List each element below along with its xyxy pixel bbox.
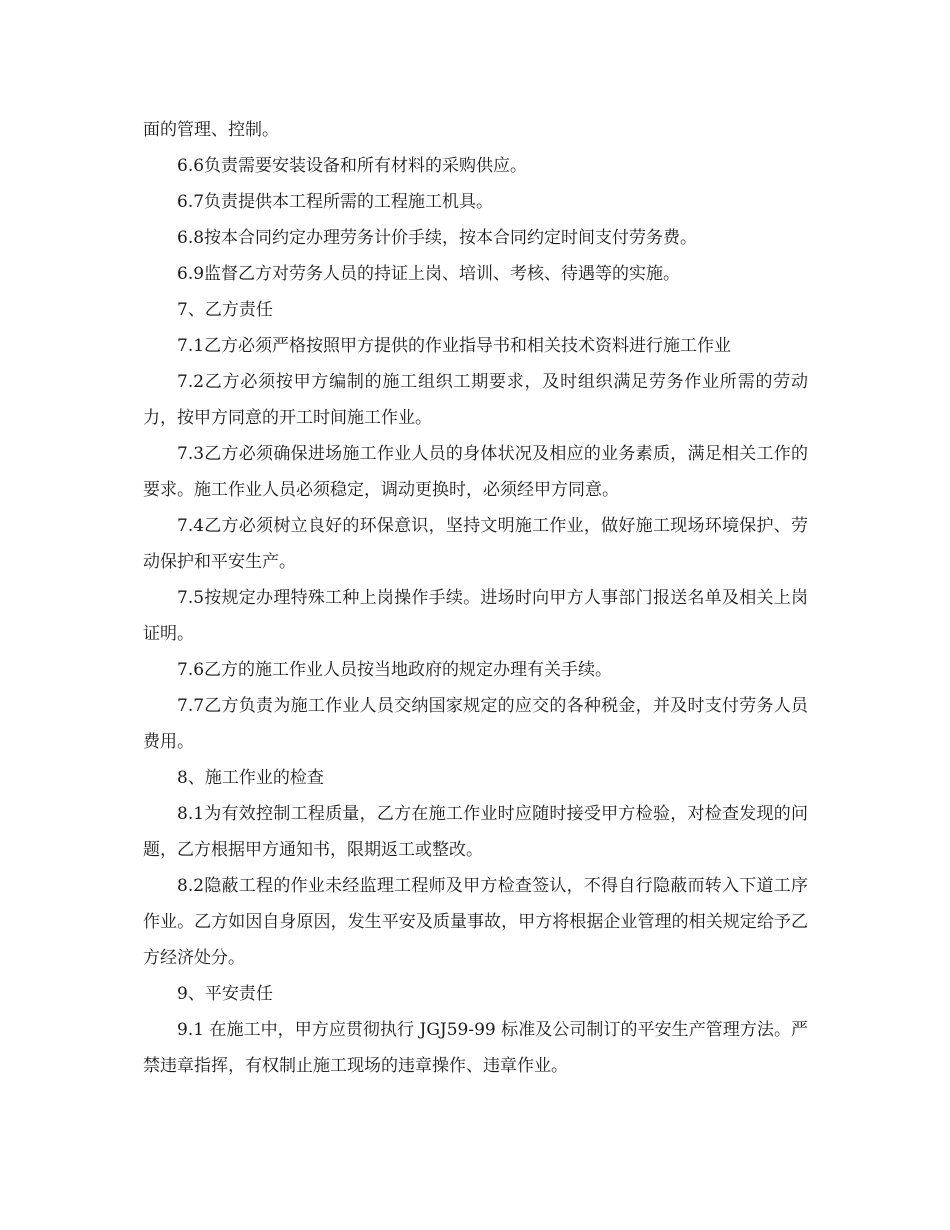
- clause-6-9: 6.9监督乙方对劳务人员的持证上岗、培训、考核、待遇等的实施。: [177, 264, 681, 284]
- clause-7-6: 7.6乙方的施工作业人员按当地政府的规定办理有关手续。: [177, 660, 613, 680]
- clause-6-7: 6.7负责提供本工程所需的工程施工机具。: [177, 192, 494, 212]
- clause-7-7: 7.7乙方负责为施工作业人员交纳国家规定的应交的各种税金，并及时支付劳务人员费用。: [143, 696, 808, 752]
- section-heading-8: 8、施工作业的检查: [177, 768, 324, 788]
- clause-7-3: 7.3乙方必须确保进场施工作业人员的身体状况及相应的业务素质，满足相关工作的要求。施工作业人员必须稳定，调动更换时，必须经甲方同意。: [143, 444, 808, 500]
- document-body: [143, 112, 808, 1084]
- clause-8-2: 8.2隐蔽工程的作业未经监理工程师及甲方检查签认，不得自行隐蔽而转入下道工序作业。乙方如因自身原因，发生平安及质量事故，甲方将根据企业管理的相关规定给予乙方经济处分。: [143, 876, 808, 968]
- clause-9-1: 9.1 在施工中，甲方应贯彻执行 JGJ59-99 标准及公司制订的平安生产管理方法。严禁违章指挥，有权制止施工现场的违章操作、违章作业。: [143, 1020, 808, 1076]
- clause-7-2: 7.2乙方必须按甲方编制的施工组织工期要求，及时组织满足劳务作业所需的劳动力，按甲方同意的开工时间施工作业。: [143, 372, 808, 428]
- paragraph-continuation: 面的管理、控制。: [143, 120, 279, 140]
- clause-7-4: 7.4乙方必须树立良好的环保意识，坚持文明施工作业，做好施工现场环境保护、劳动保护和平安生产。: [143, 516, 808, 572]
- clause-7-1: 7.1乙方必须严格按照甲方提供的作业指导书和相关技术资料进行施工作业: [177, 336, 732, 356]
- section-heading-9: 9、平安责任: [177, 984, 273, 1004]
- section-heading-7: 7、乙方责任: [177, 300, 273, 320]
- clause-6-6: 6.6负责需要安装设备和所有材料的采购供应。: [177, 156, 528, 176]
- clause-6-8: 6.8按本合同约定办理劳务计价手续，按本合同约定时间支付劳务费。: [177, 228, 698, 248]
- clause-7-5: 7.5按规定办理特殊工种上岗操作手续。进场时向甲方人事部门报送名单及相关上岗证明。: [143, 588, 808, 644]
- clause-8-1: 8.1为有效控制工程质量，乙方在施工作业时应随时接受甲方检验，对检查发现的问题，乙方根据甲方通知书，限期返工或整改。: [143, 804, 808, 860]
